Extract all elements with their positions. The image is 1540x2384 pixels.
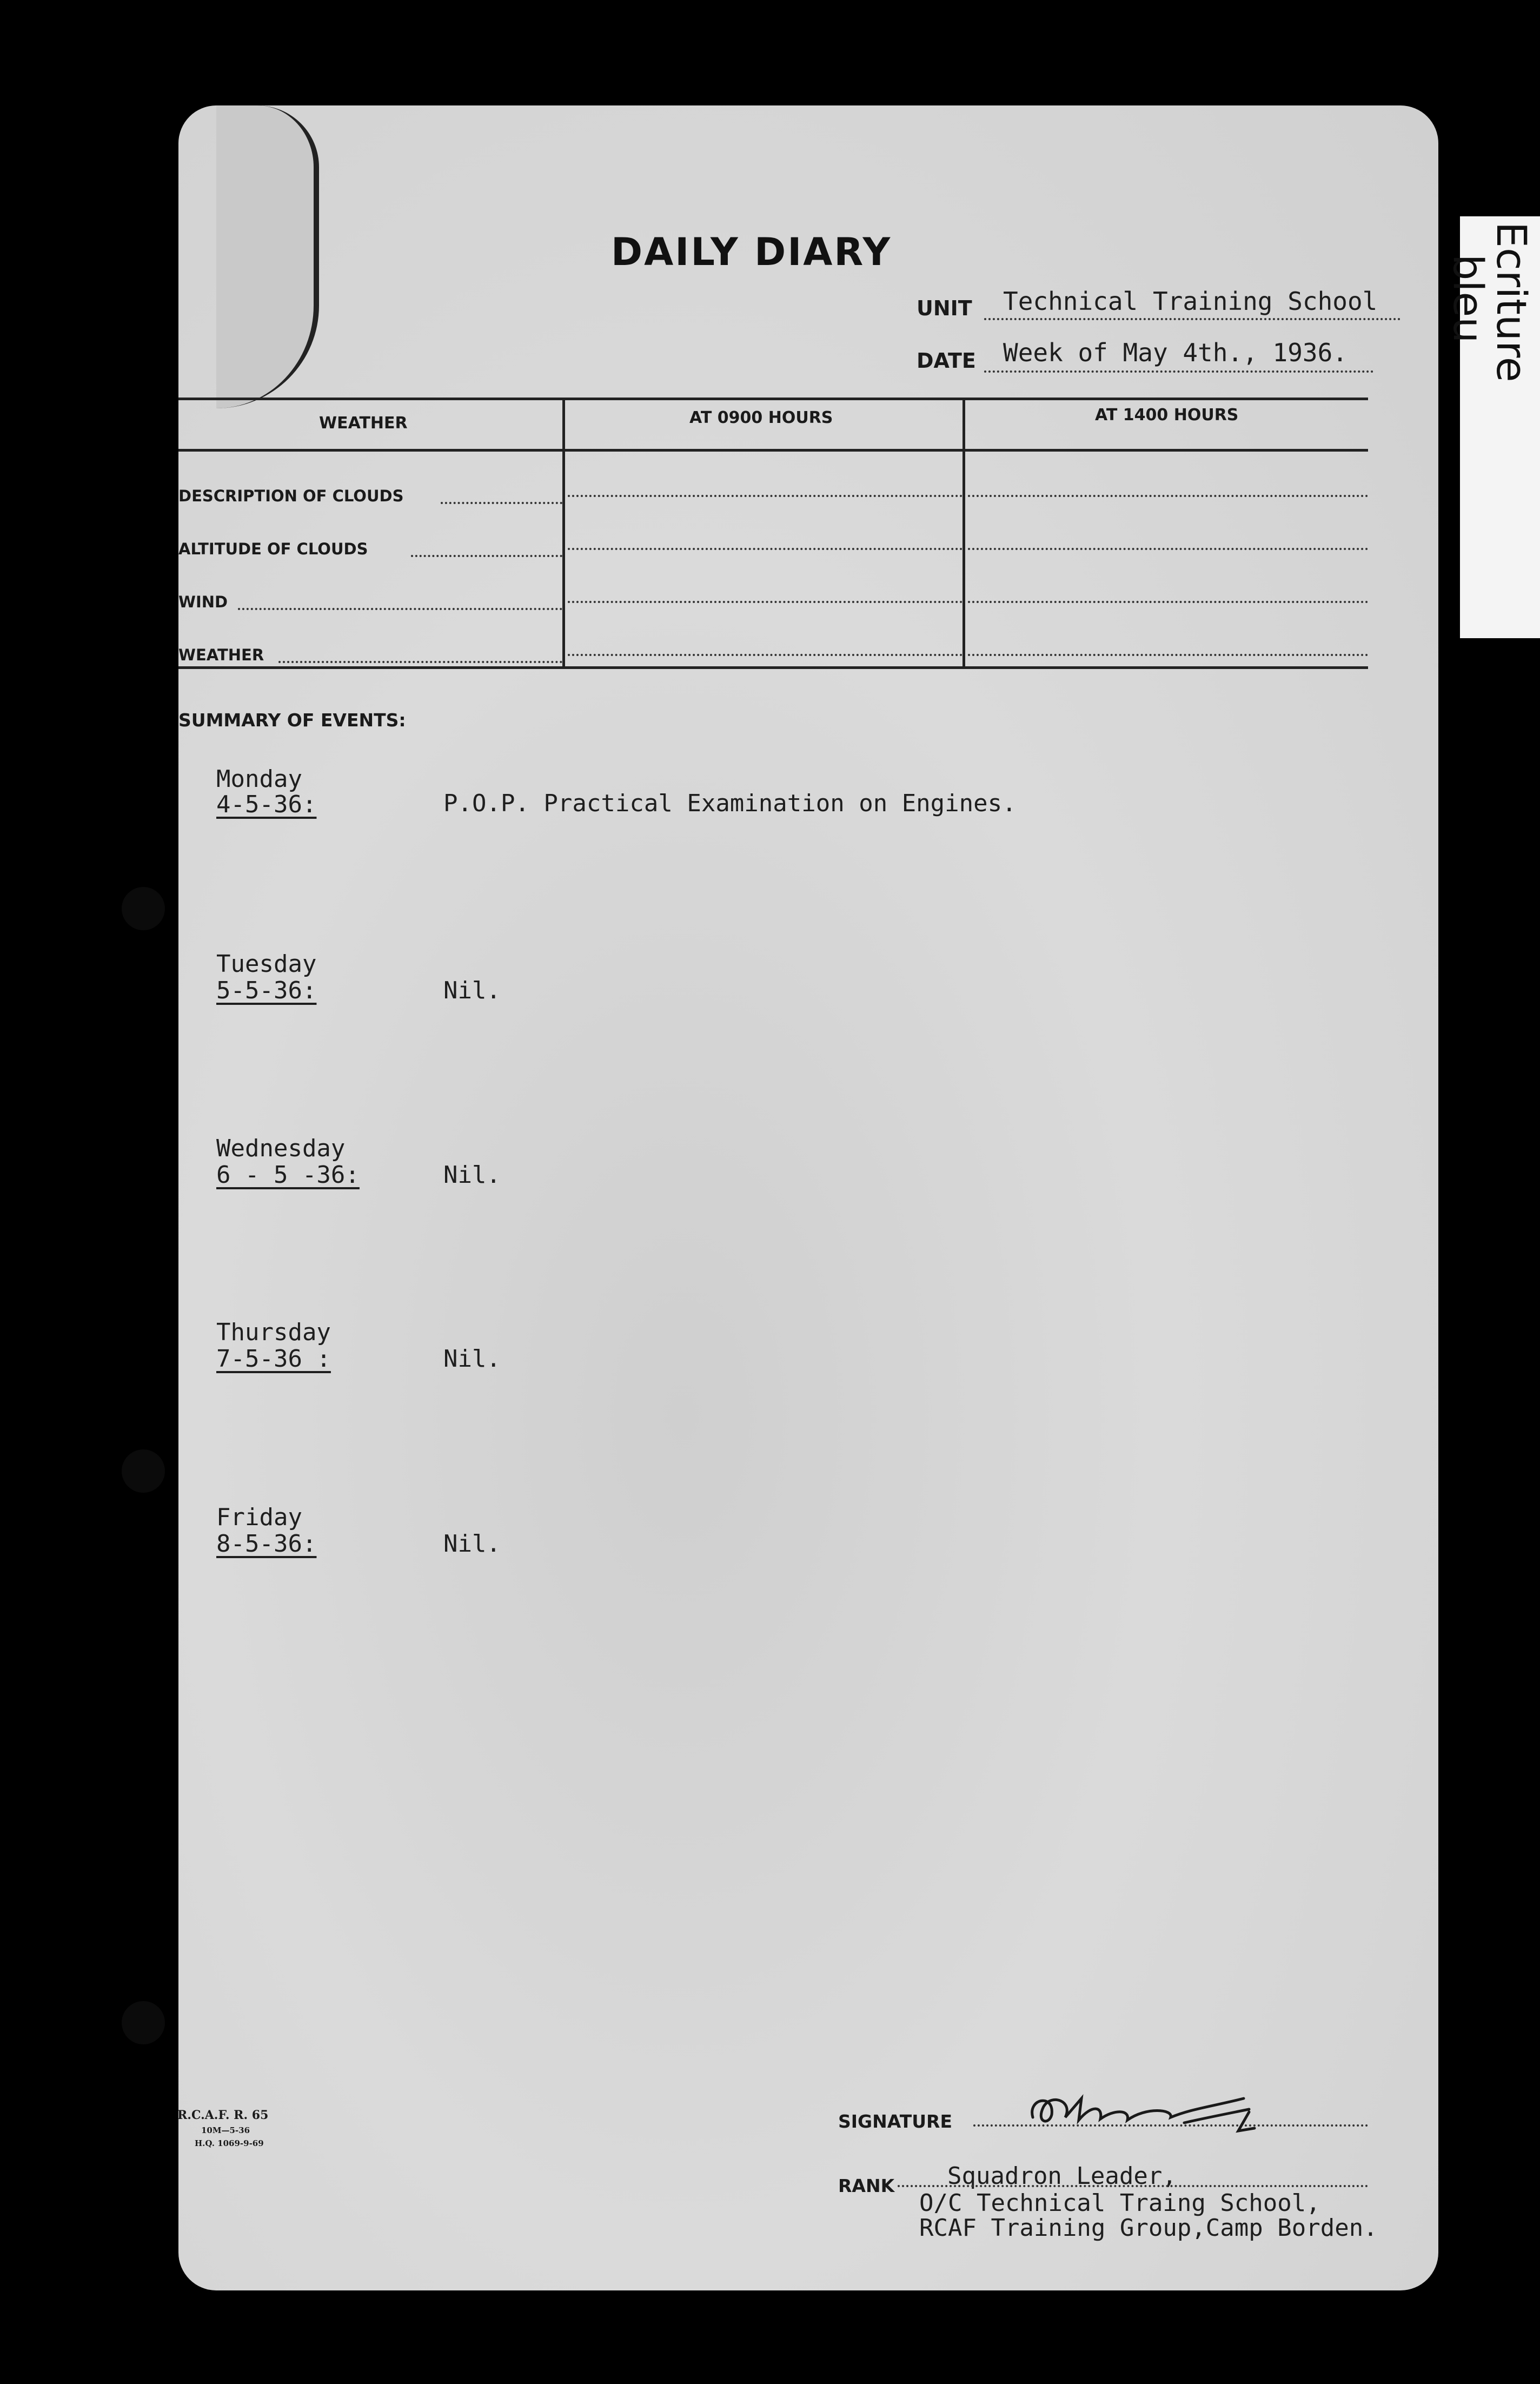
event-day: Monday	[216, 765, 302, 793]
form-code-line3: H.Q. 1069-9-69	[195, 2138, 264, 2148]
event-text: Nil.	[443, 977, 501, 1004]
row-dots	[568, 495, 962, 497]
rank-line	[898, 2185, 1368, 2187]
event-date: 8-5-36:	[216, 1530, 317, 1558]
page-title: DAILY DIARY	[611, 230, 892, 274]
col-1400: AT 1400 HOURS	[1095, 406, 1239, 425]
row-dots	[568, 601, 962, 603]
row-weather: WEATHER	[178, 646, 264, 664]
row-dots	[568, 654, 962, 656]
event-day: Friday	[216, 1504, 302, 1531]
event-day: Thursday	[216, 1319, 331, 1346]
row-dots	[968, 654, 1368, 656]
row-dots	[278, 661, 562, 663]
row-altitude-of-clouds: ALTITUDE OF CLOUDS	[178, 540, 368, 558]
event-date: 6 - 5 -36:	[216, 1161, 360, 1189]
event-day: Tuesday	[216, 950, 317, 978]
table-bottom-rule	[178, 666, 1368, 669]
event-date: 7-5-36 :	[216, 1345, 331, 1373]
punch-hole	[122, 2001, 165, 2044]
diary-page	[178, 105, 1438, 2290]
row-dots	[238, 608, 562, 610]
table-top-rule	[178, 398, 1368, 400]
event-text: Nil.	[443, 1161, 501, 1189]
table-divider	[562, 398, 565, 669]
event-day: Wednesday	[216, 1135, 346, 1162]
row-wind: WIND	[178, 593, 228, 611]
date-underline	[984, 370, 1373, 373]
side-tag-line2: bleu	[1444, 254, 1492, 343]
summary-heading: SUMMARY OF EVENTS:	[178, 710, 406, 731]
form-code-line2: 10M—5-36	[201, 2125, 250, 2135]
rank-line2: O/C Technical Traing School,	[919, 2189, 1320, 2217]
table-divider	[962, 398, 965, 669]
row-description-of-clouds: DESCRIPTION OF CLOUDS	[178, 487, 404, 505]
form-code-line1: R.C.A.F. R. 65	[177, 2108, 269, 2122]
event-text: P.O.P. Practical Examination on Engines.	[443, 790, 1017, 817]
table-header-rule	[178, 449, 1368, 452]
row-dots	[968, 601, 1368, 603]
unit-underline	[984, 318, 1400, 320]
col-0900: AT 0900 HOURS	[689, 408, 833, 427]
rank-line3: RCAF Training Group,Camp Borden.	[919, 2214, 1378, 2242]
side-tag-line1: Ecriture	[1488, 222, 1536, 382]
rank-label: RANK	[838, 2175, 895, 2196]
col-weather: WEATHER	[319, 414, 408, 433]
row-dots	[968, 548, 1368, 550]
punch-hole	[122, 1449, 165, 1493]
event-date: 4-5-36:	[216, 791, 317, 818]
unit-label: UNIT	[917, 296, 972, 320]
unit-value: Technical Training School	[1003, 287, 1378, 316]
date-value: Week of May 4th., 1936.	[1003, 338, 1348, 367]
event-text: Nil.	[443, 1345, 501, 1373]
row-dots	[568, 548, 962, 550]
handwritten-signature	[1022, 2088, 1276, 2136]
side-tag	[1444, 216, 1540, 638]
row-dots	[411, 555, 562, 557]
row-dots	[968, 495, 1368, 497]
event-date: 5-5-36:	[216, 977, 317, 1004]
punch-hole	[122, 887, 165, 930]
rank-value: Squadron Leader,	[947, 2162, 1177, 2190]
event-text: Nil.	[443, 1530, 501, 1558]
signature-label: SIGNATURE	[838, 2111, 952, 2132]
date-label: DATE	[917, 349, 976, 373]
row-dots	[441, 502, 562, 504]
